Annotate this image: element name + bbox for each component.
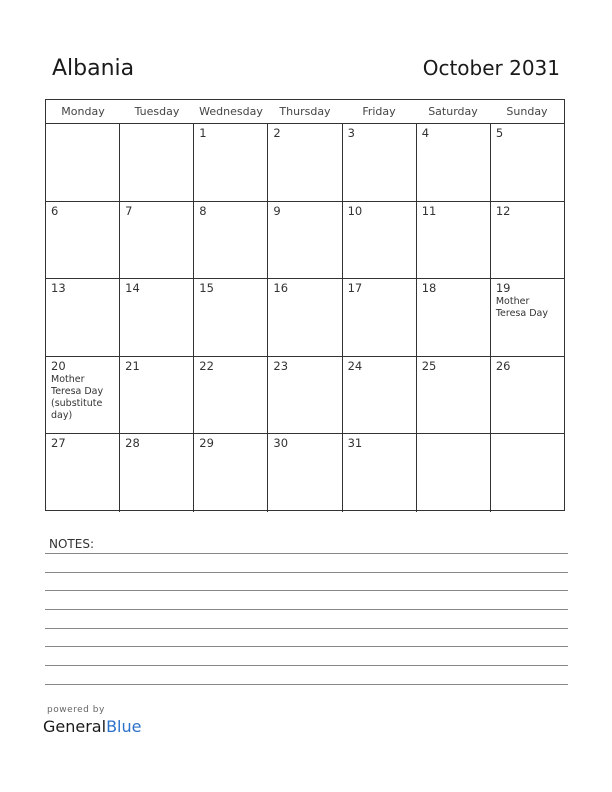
day-cell [120, 279, 194, 356]
country-title: Albania [52, 56, 135, 81]
day-cell [417, 279, 491, 356]
day-cell [343, 202, 417, 279]
day-cell [491, 357, 564, 434]
day-cell [120, 124, 194, 201]
day-number: 4 [421, 126, 430, 140]
day-cell [120, 434, 194, 512]
notes-line [45, 684, 568, 685]
day-cell [194, 279, 268, 356]
day-number: 16 [273, 281, 289, 296]
brand-general-text: General [43, 717, 107, 736]
day-cell [120, 357, 194, 434]
weekday-label: Wednesday [199, 105, 263, 118]
day-cell [268, 124, 342, 201]
day-number: 26 [495, 358, 511, 373]
day-number: 3 [347, 126, 355, 140]
brand-blue-text: Blue [106, 717, 142, 736]
day-cell [268, 279, 342, 356]
day-number: 19 [495, 281, 511, 296]
weekday-label: Saturday [428, 105, 478, 118]
day-cell [491, 434, 564, 512]
day-number: 6 [51, 203, 59, 218]
day-cell [343, 357, 417, 434]
day-number: 2 [273, 126, 281, 140]
notes-line [45, 572, 568, 573]
week-row [46, 202, 564, 280]
day-number: 31 [347, 436, 363, 451]
notes-line [45, 609, 568, 610]
day-number: 29 [199, 436, 214, 451]
day-number: 25 [421, 358, 437, 373]
month-title: October 2031 [422, 56, 560, 80]
holiday-label: Mother Teresa Day [495, 296, 548, 320]
day-number: 14 [125, 281, 140, 296]
day-cell [268, 357, 342, 434]
day-cell [194, 124, 268, 201]
day-number: 30 [273, 436, 289, 451]
weekday-label: Thursday [279, 105, 331, 118]
weekday-label: Tuesday [134, 105, 180, 118]
week-row [46, 124, 564, 202]
weekday-label: Sunday [506, 105, 548, 118]
week-row [46, 357, 564, 435]
calendar-grid [45, 99, 565, 511]
day-cell [120, 202, 194, 279]
notes-line [45, 553, 568, 554]
weekday-label: Friday [362, 105, 396, 118]
day-number: 22 [199, 358, 214, 373]
day-cell [491, 279, 564, 356]
day-number: 11 [421, 203, 437, 218]
day-cell [343, 279, 417, 356]
day-number: 21 [125, 358, 140, 373]
week-row [46, 279, 564, 357]
day-number: 28 [125, 436, 140, 451]
day-number: 1 [199, 126, 207, 140]
day-cell [417, 434, 491, 512]
notes-line [45, 590, 568, 591]
day-cell [417, 357, 491, 434]
day-cell [46, 357, 120, 434]
day-cell [343, 124, 417, 201]
notes-label: NOTES: [49, 537, 94, 551]
day-number: 17 [347, 281, 363, 296]
notes-line [45, 628, 568, 629]
day-cell [491, 124, 564, 201]
day-number: 23 [273, 358, 289, 373]
day-number: 24 [347, 358, 363, 373]
day-cell [268, 202, 342, 279]
day-cell [46, 124, 120, 201]
day-cell [343, 434, 417, 512]
day-number: 7 [125, 203, 133, 218]
day-cell [268, 434, 342, 512]
day-cell [46, 279, 120, 356]
day-cell [194, 434, 268, 512]
day-number: 27 [51, 436, 66, 451]
brand-logo [43, 717, 141, 736]
day-number: 9 [273, 203, 281, 218]
powered-by-text: powered by [47, 705, 105, 715]
day-cell [194, 357, 268, 434]
day-number: 15 [199, 281, 214, 296]
day-cell [491, 202, 564, 279]
notes-line [45, 665, 568, 666]
weekday-label: Monday [61, 105, 105, 118]
day-number: 12 [495, 203, 511, 218]
day-number: 13 [51, 281, 66, 296]
day-number: 20 [51, 358, 66, 373]
day-number: 18 [421, 281, 437, 296]
holiday-label: Mother Teresa Day (substitute day) [51, 373, 104, 421]
week-row [46, 434, 564, 512]
day-cell [46, 434, 120, 512]
notes-line [45, 646, 568, 647]
day-number: 8 [199, 203, 207, 218]
weekday-header-row [46, 100, 564, 124]
day-cell [194, 202, 268, 279]
day-cell [46, 202, 120, 279]
day-number: 5 [495, 126, 504, 140]
day-number: 10 [347, 203, 363, 218]
day-cell [417, 202, 491, 279]
day-cell [417, 124, 491, 201]
